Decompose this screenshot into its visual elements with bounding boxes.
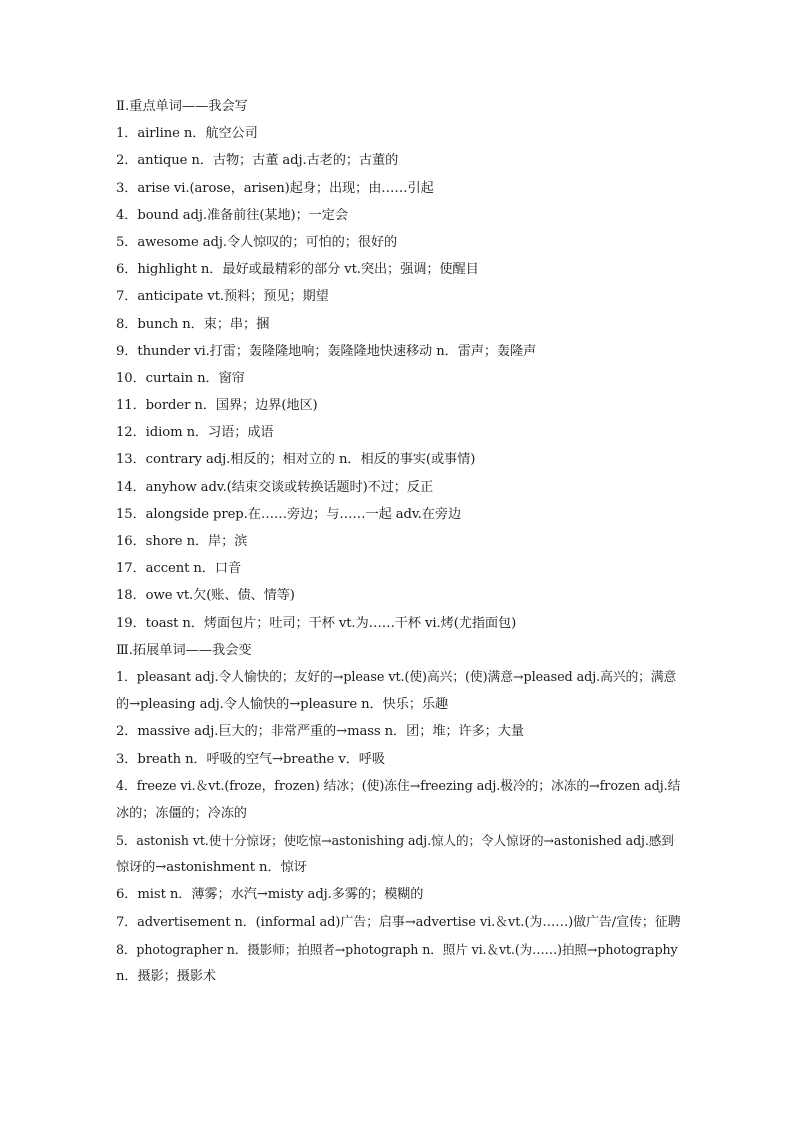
document-page [116,93,682,990]
vocab-item-12: 12．idiom n．习语；成语 [116,425,274,441]
vocab-item-16: 16．shore n．岸；滨 [116,534,248,549]
vocab-item-17: 17．accent n．口音 [116,561,242,577]
vocab-item-19: 19．toast n．烤面包片；吐司；干杯 vt.为……干杯 vi.烤(尤指面包) [116,615,517,631]
vocab-item-14: 14．anyhow adv.(结束交谈或转换话题时)不过；反正 [116,479,434,495]
vocab-item-8: 8．bunch n．束；串；捆 [116,316,270,332]
vocab-item-7: 7．anticipate vt.预料；预见；期望 [116,289,329,305]
vocab-item-2: 2．antique n．古物；古董 adj.古老的；古董的 [116,153,399,169]
extension-line-12: n．摄影；摄影术 [116,969,217,984]
extension-line-6: 冰的；冻僵的；冷冻的 [116,805,247,821]
extension-line-10: 7．advertisement n．(informal ad)广告；启事→advertise vi.＆vt.(为……)做广告/宣传；征聘 [116,914,681,930]
extension-line-5: 4．freeze vi.＆vt.(froze，frozen) 结冰；(使)冻住→freezing adj.极冷的；冰冻的→frozen adj.结 [116,778,681,794]
vocab-item-9: 9．thunder vi.打雷；轰隆隆地响；轰隆隆地快速移动 n．雷声；轰隆声 [116,343,537,359]
vocab-item-11: 11．border n．国界；边界(地区) [116,398,318,414]
section-3-title: Ⅲ.拓展单词——我会变 [116,642,252,658]
extension-line-8: 惊讶的→astonishment n．惊讶 [116,860,307,876]
extension-line-3: 2．massive adj.巨大的；非常严重的→mass n．团；堆；许多；大量 [116,724,524,740]
extension-line-2: 的→pleasing adj.令人愉快的→pleasure n．快乐；乐趣 [116,697,449,713]
vocab-item-4: 4．bound adj.准备前往(某地)；一定会 [116,207,348,223]
vocab-item-1: 1．airline n．航空公司 [116,126,258,142]
extension-line-11: 8．photographer n．摄影师；拍照者→photograph n．照片 vi.＆vt.(为……)拍照→photography [116,941,678,957]
vocab-item-6: 6．highlight n．最好或最精彩的部分 vt.突出；强调；使醒目 [116,262,479,278]
vocab-item-3: 3．arise vi.(arose，arisen)起身；出现；由……引起 [116,180,434,196]
extension-line-1: 1．pleasant adj.令人愉快的；友好的→please vt.(使)高兴；(使)满意→pleased adj.高兴的；满意 [116,669,677,685]
vocab-item-18: 18．owe vt.欠(账、债、情等) [116,588,295,604]
vocab-item-15: 15．alongside prep.在……旁边；与……一起 adv.在旁边 [116,506,462,522]
section-2-title: Ⅱ.重点单词——我会写 [116,99,248,114]
extension-line-7: 5．astonish vt.使十分惊讶；使吃惊→astonishing adj.惊人的；令人惊讶的→astonished adj.感到 [116,833,674,849]
vocab-item-10: 10．curtain n．窗帘 [116,370,245,386]
vocab-item-5: 5．awesome adj.令人惊叹的；可怕的；很好的 [116,234,398,250]
extension-line-9: 6．mist n．薄雾；水汽→misty adj.多雾的；模糊的 [116,887,424,903]
extension-line-4: 3．breath n．呼吸的空气→breathe v．呼吸 [116,751,385,767]
vocab-item-13: 13．contrary adj.相反的；相对立的 n．相反的事实(或事情) [116,452,476,468]
